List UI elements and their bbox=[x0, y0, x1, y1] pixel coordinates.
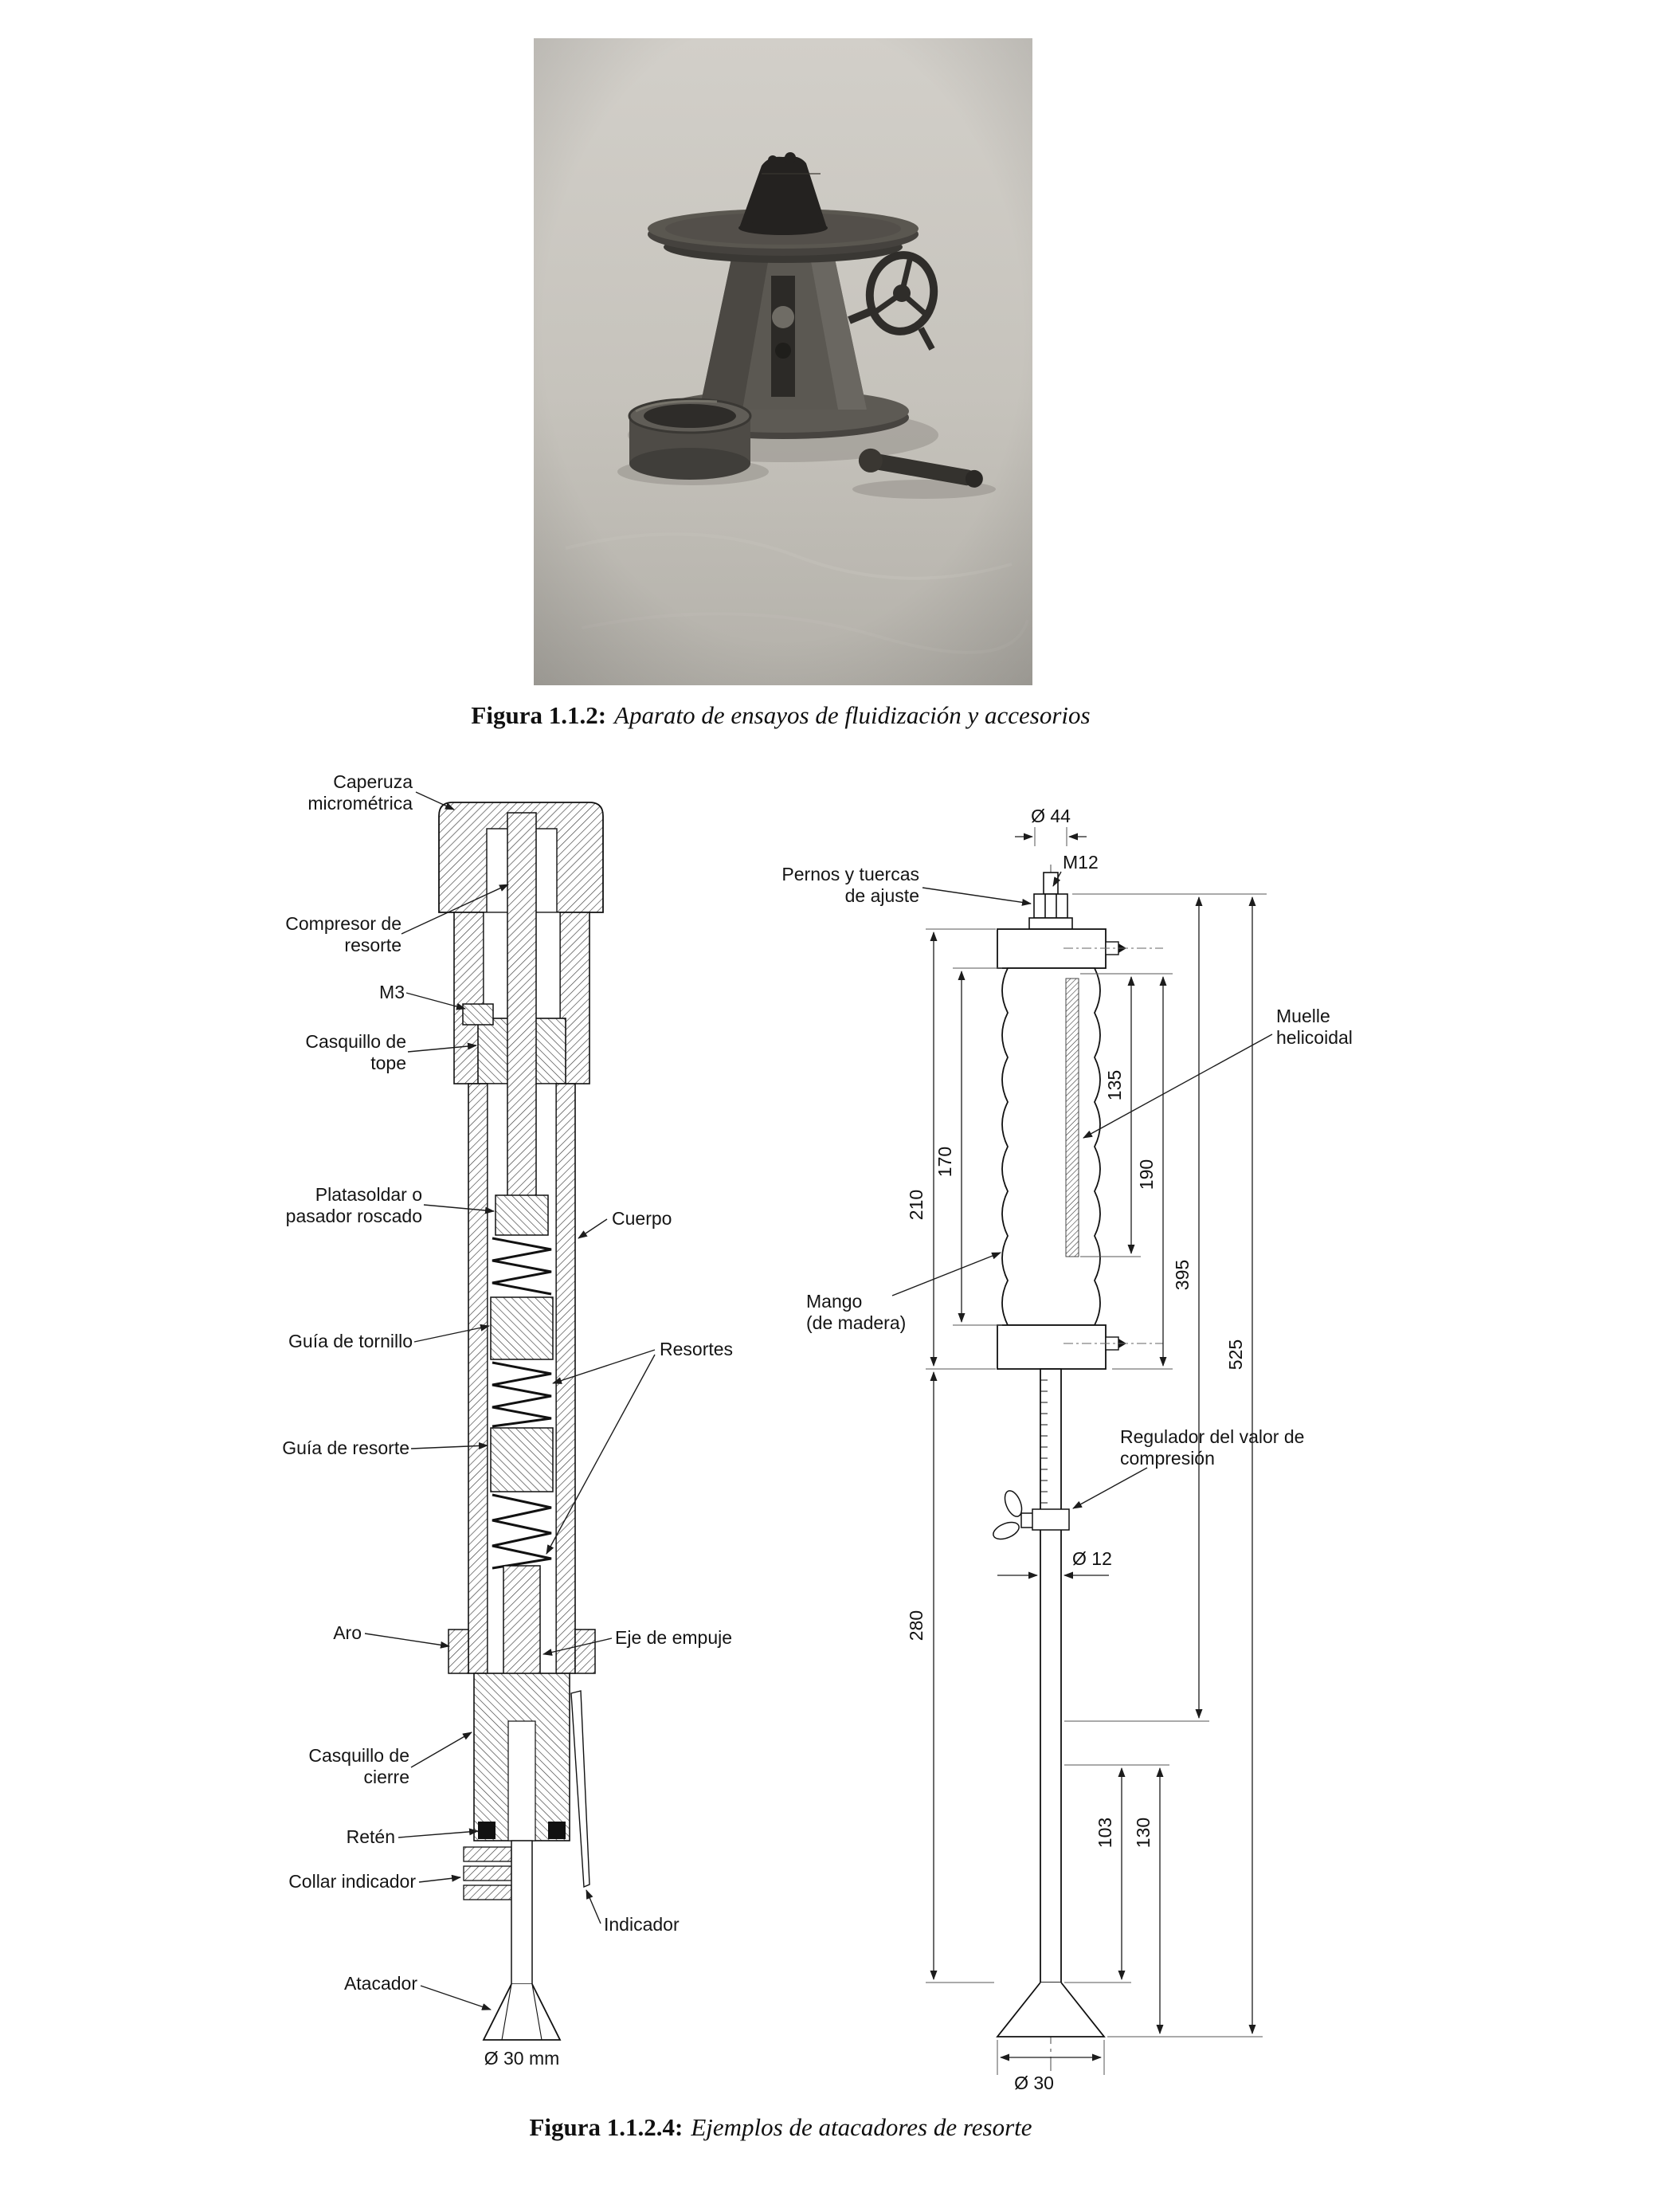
label-guia-resorte: Guía de resorte bbox=[282, 1437, 409, 1458]
label-resortes: Resortes bbox=[660, 1339, 734, 1359]
part-m3-screw bbox=[463, 1004, 493, 1025]
dim-280: 280 bbox=[906, 1610, 926, 1641]
dim-m12: M12 bbox=[1063, 852, 1099, 873]
label-casquillo-tope: Casquillo de tope bbox=[305, 1031, 406, 1074]
photo-apparatus bbox=[534, 38, 1032, 685]
part-muelle-helicoidal bbox=[1066, 979, 1079, 1257]
figure-1-caption bbox=[263, 701, 1299, 730]
part-cone-foot bbox=[997, 1983, 1104, 2037]
label-mango: Mango (de madera) bbox=[806, 1291, 907, 1334]
label-cuerpo: Cuerpo bbox=[612, 1208, 672, 1229]
figure-1-caption-label: Figura 1.1.2: bbox=[471, 701, 607, 729]
label-regulador: Regulador del valor de compresión bbox=[1120, 1426, 1305, 1469]
label-indicador: Indicador bbox=[604, 1914, 680, 1935]
dim-135: 135 bbox=[1104, 1069, 1125, 1101]
label-pernos: Pernos y tuercas de ajuste bbox=[781, 864, 919, 907]
label-eje-empuje: Eje de empuje bbox=[615, 1627, 733, 1648]
label-caperuza: Caperuza micrométrica bbox=[307, 771, 413, 814]
part-stud-nut bbox=[1029, 873, 1072, 929]
dim-525: 525 bbox=[1225, 1339, 1246, 1371]
dim-190: 190 bbox=[1136, 1159, 1157, 1190]
part-guia-tornillo bbox=[491, 1297, 553, 1359]
label-atacador: Atacador bbox=[343, 1973, 417, 1994]
part-guia-resorte bbox=[491, 1428, 553, 1492]
label-muelle: Muelle helicoidal bbox=[1276, 1006, 1353, 1049]
label-platasoldar: Platasoldar o pasador roscado bbox=[285, 1184, 422, 1227]
label-aro: Aro bbox=[333, 1622, 362, 1643]
figure-1-caption-text: Aparato de ensayos de fluidización y accesorios bbox=[614, 701, 1091, 729]
figure-2-caption-label: Figura 1.1.2.4: bbox=[529, 2113, 684, 2141]
part-compresor-rod bbox=[507, 813, 536, 1231]
part-shaft bbox=[1040, 1369, 1061, 1983]
part-casquillo-cierre bbox=[474, 1673, 570, 1841]
dim-103: 103 bbox=[1095, 1817, 1115, 1849]
dim-dia12: Ø 12 bbox=[1072, 1548, 1112, 1569]
label-m3: M3 bbox=[379, 982, 405, 1002]
part-platasoldar bbox=[496, 1195, 548, 1235]
dim-dia44: Ø 44 bbox=[1031, 806, 1071, 826]
label-guia-tornillo: Guía de tornillo bbox=[288, 1331, 413, 1351]
label-casquillo-cierre: Casquillo de cierre bbox=[308, 1745, 409, 1788]
label-diametro-30mm: Ø 30 mm bbox=[484, 2048, 560, 2069]
part-top-plate bbox=[997, 929, 1163, 968]
part-mango bbox=[1002, 968, 1100, 1325]
right-drawing-dimensioned bbox=[717, 797, 1434, 2112]
figure-photo bbox=[534, 38, 1032, 685]
dim-170: 170 bbox=[934, 1146, 955, 1178]
dim-210: 210 bbox=[906, 1189, 926, 1221]
part-collar-indicador bbox=[464, 1847, 511, 1900]
figure-2-caption-text: Ejemplos de atacadores de resorte bbox=[691, 2113, 1032, 2141]
part-indicador bbox=[571, 1691, 590, 1887]
part-bottom-plate bbox=[997, 1325, 1163, 1369]
label-collar-indicador: Collar indicador bbox=[288, 1871, 416, 1892]
dim-130: 130 bbox=[1133, 1817, 1154, 1849]
dim-dia30: Ø 30 bbox=[1014, 2073, 1054, 2093]
label-reten: Retén bbox=[346, 1826, 395, 1847]
dim-395: 395 bbox=[1172, 1259, 1193, 1291]
figure-2-caption bbox=[263, 2113, 1299, 2142]
label-compresor: Compresor de resorte bbox=[285, 913, 401, 956]
